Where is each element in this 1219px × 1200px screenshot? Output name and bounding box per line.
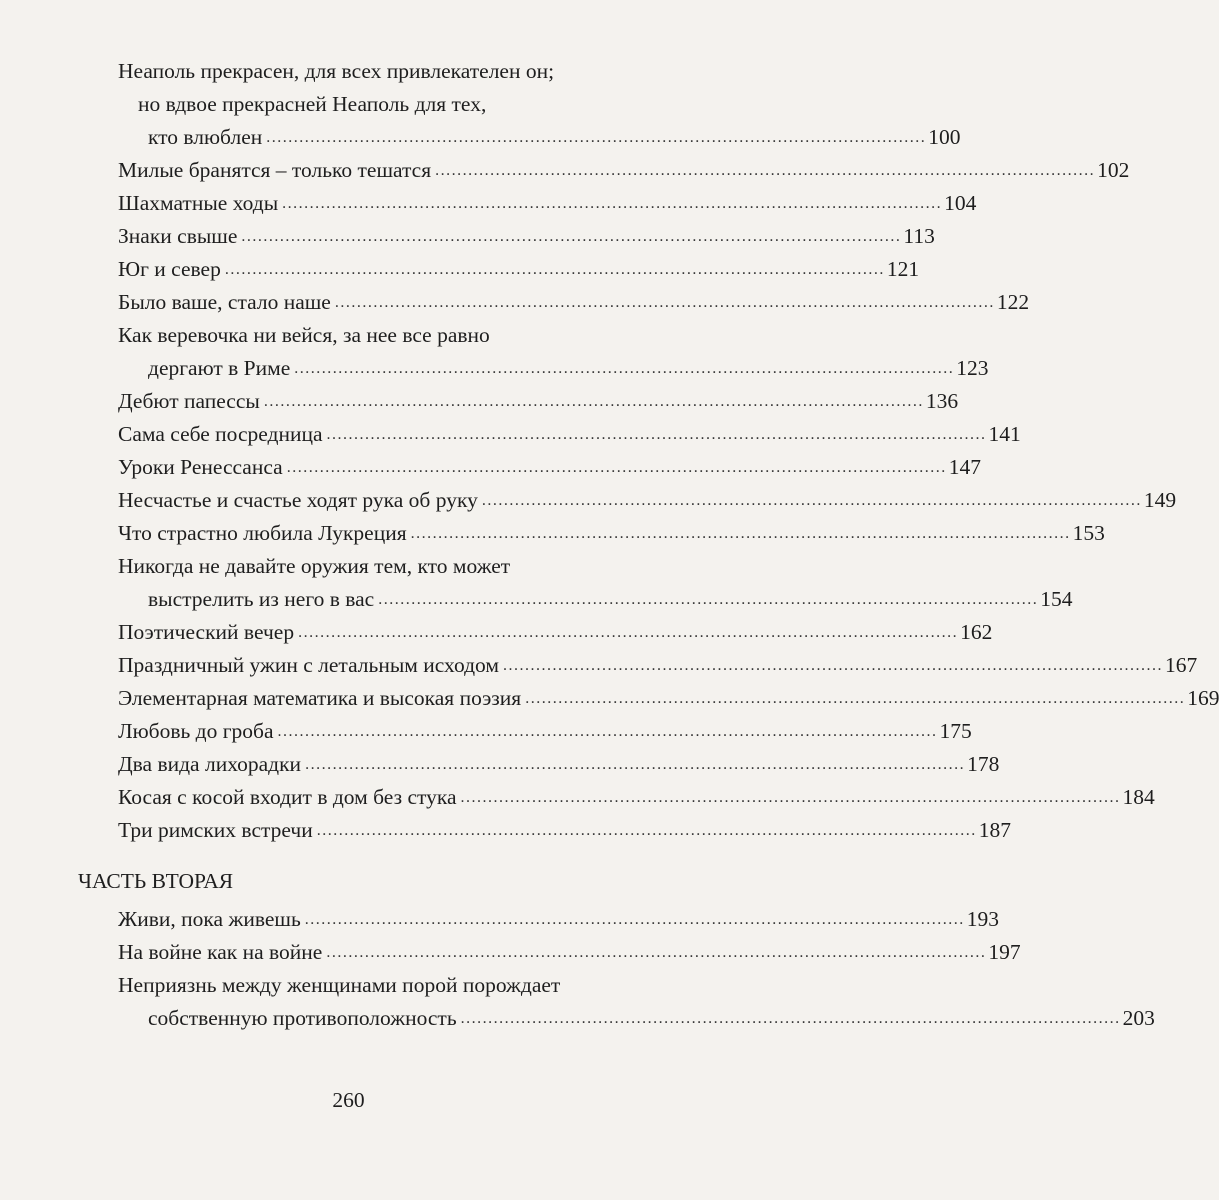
dot-leader: ........................................................................................................................ — [378, 591, 1039, 608]
toc-entry-line — [0, 781, 1155, 814]
toc-entry-line — [0, 550, 697, 583]
toc-entry-line — [0, 352, 989, 385]
toc-entry-page: 147 — [948, 455, 981, 479]
toc-entry-line — [0, 903, 1000, 936]
toc-entry-title: Живи, пока живешь — [118, 907, 301, 931]
toc-entry-title: Три римских встречи — [118, 818, 313, 842]
toc-entry-page: 162 — [960, 620, 993, 644]
toc-entry-line — [0, 748, 1000, 781]
toc-entry-line — [0, 814, 1011, 847]
dot-leader: ........................................................................................................................ — [435, 162, 1096, 179]
toc-entry-line — [0, 649, 1198, 682]
dot-leader: ........................................................................................................................ — [334, 294, 995, 311]
toc-entry-line — [0, 55, 697, 88]
toc-entry-page: 154 — [1040, 587, 1073, 611]
toc-entry-title: Два вида лихорадки — [118, 752, 302, 776]
dot-leader: ........................................................................................................................ — [326, 426, 987, 443]
toc-entry-page: 122 — [996, 290, 1030, 314]
toc-entry-page: 136 — [925, 389, 959, 413]
toc-entry-page: 100 — [928, 125, 961, 149]
dot-leader: ........................................................................................................................ — [304, 911, 965, 928]
toc-entry-page: 197 — [988, 940, 1021, 964]
dot-leader: ........................................................................................................................ — [305, 756, 966, 773]
toc-entry-page: 167 — [1165, 653, 1198, 677]
toc-entry-line — [0, 583, 1073, 616]
toc-entry-title: Любовь до гроба — [118, 719, 274, 743]
toc-entry-page: 113 — [903, 224, 935, 248]
toc-entry-line — [0, 517, 1105, 550]
toc-entry-page: 104 — [944, 191, 977, 215]
dot-leader: ........................................................................................................................ — [282, 195, 943, 212]
toc-entry-line — [0, 1002, 1155, 1035]
toc-entry-title: Как веревочка ни вейся, за нее все равно — [118, 323, 490, 347]
toc-entry-page: 178 — [967, 752, 1000, 776]
toc-entry-line — [0, 715, 972, 748]
toc-entry-title: Неаполь прекрасен, для всех привлекателен он; — [118, 59, 555, 83]
toc-entry-title: собственную противоположность — [148, 1006, 457, 1030]
dot-leader: ........................................................................................................................ — [316, 822, 977, 839]
toc-entry-line — [0, 187, 977, 220]
toc-entry-title: Никогда не давайте оружия тем, кто может — [118, 554, 511, 578]
toc-entry-line — [0, 682, 1219, 715]
dot-leader: ........................................................................................................................ — [298, 624, 959, 641]
dot-leader: ........................................................................................................................ — [481, 492, 1142, 509]
toc-entry-line — [0, 616, 993, 649]
toc-entry-page: 123 — [956, 356, 989, 380]
toc-entry-page: 102 — [1097, 158, 1130, 182]
toc-entry-line — [0, 220, 935, 253]
toc-entry-page: 203 — [1122, 1006, 1155, 1030]
toc-entry-line — [0, 154, 1130, 187]
table-of-contents — [0, 55, 1219, 1035]
toc-entry-title: Элементарная математика и высокая поэзия — [118, 686, 522, 710]
toc-entry-line — [0, 319, 697, 352]
toc-entry-title: Что страстно любила Лукреция — [118, 521, 407, 545]
toc-entry-line — [0, 418, 1021, 451]
toc-entry-page: 169 — [1187, 686, 1219, 710]
toc-entry-page: 121 — [886, 257, 920, 281]
toc-entry-title: Поэтический вечер — [118, 620, 295, 644]
page-number: 260 — [332, 1088, 365, 1112]
dot-leader: ........................................................................................................................ — [460, 789, 1121, 806]
dot-leader: ........................................................................................................................ — [286, 459, 947, 476]
toc-entry-page: 184 — [1122, 785, 1155, 809]
toc-entry-title: Несчастье и счастье ходят рука об руку — [118, 488, 478, 512]
section-heading: ЧАСТЬ ВТОРАЯ — [78, 869, 234, 893]
dot-leader: ........................................................................................................................ — [460, 1010, 1121, 1027]
toc-entry-line — [0, 88, 697, 121]
toc-part-two — [0, 903, 1155, 1035]
toc-entry-title: Шахматные ходы — [118, 191, 279, 215]
toc-entry-title: Неприязнь между женщинами порой порождает — [118, 973, 561, 997]
toc-entry-title: Косая с косой входит в дом без стука — [118, 785, 457, 809]
toc-entry-title: Милые бранятся – только тешатся — [118, 158, 432, 182]
toc-entry-title: но вдвое прекрасней Неаполь для тех, — [138, 92, 487, 116]
toc-part-one — [0, 55, 1219, 847]
dot-leader: ........................................................................................................................ — [263, 393, 924, 410]
toc-entry-line — [0, 969, 697, 1002]
dot-leader: ........................................................................................................................ — [503, 657, 1163, 674]
toc-entry-page: 153 — [1072, 521, 1105, 545]
toc-entry-page: 149 — [1143, 488, 1177, 512]
toc-entry-title: кто влюблен — [148, 125, 263, 149]
toc-entry-line — [0, 936, 1021, 969]
toc-entry-page: 175 — [939, 719, 972, 743]
toc-entry-title: На войне как на войне — [118, 940, 323, 964]
toc-entry-title: выстрелить из него в вас — [148, 587, 375, 611]
toc-entry-title: Знаки свыше — [118, 224, 238, 248]
dot-leader: ........................................................................................................................ — [294, 360, 955, 377]
toc-entry-title: дергают в Риме — [148, 356, 291, 380]
dot-leader: ........................................................................................................................ — [266, 129, 927, 146]
toc-entry-title: Уроки Ренессанса — [118, 455, 283, 479]
toc-entry-page: 187 — [978, 818, 1011, 842]
dot-leader: ........................................................................................................................ — [241, 228, 902, 245]
toc-entry-title: Праздничный ужин с летальным исходом — [118, 653, 499, 677]
toc-entry-line — [0, 286, 1030, 319]
toc-entry-line — [0, 253, 920, 286]
toc-entry-line — [0, 451, 981, 484]
dot-leader: ........................................................................................................................ — [525, 690, 1186, 707]
dot-leader: ........................................................................................................................ — [224, 261, 885, 278]
toc-entry-page: 193 — [966, 907, 1000, 931]
toc-entry-title: Сама себе посредница — [118, 422, 323, 446]
toc-entry-page: 141 — [988, 422, 1021, 446]
dot-leader: ........................................................................................................................ — [277, 723, 938, 740]
toc-entry-title: Юг и север — [118, 257, 221, 281]
toc-entry-title: Было ваше, стало наше — [118, 290, 331, 314]
dot-leader: ........................................................................................................................ — [410, 525, 1071, 542]
toc-entry-line — [0, 121, 961, 154]
toc-entry-line — [0, 385, 959, 418]
toc-entry-line — [0, 484, 1177, 517]
toc-entry-title: Дебют папессы — [118, 389, 260, 413]
dot-leader: ........................................................................................................................ — [326, 944, 987, 961]
